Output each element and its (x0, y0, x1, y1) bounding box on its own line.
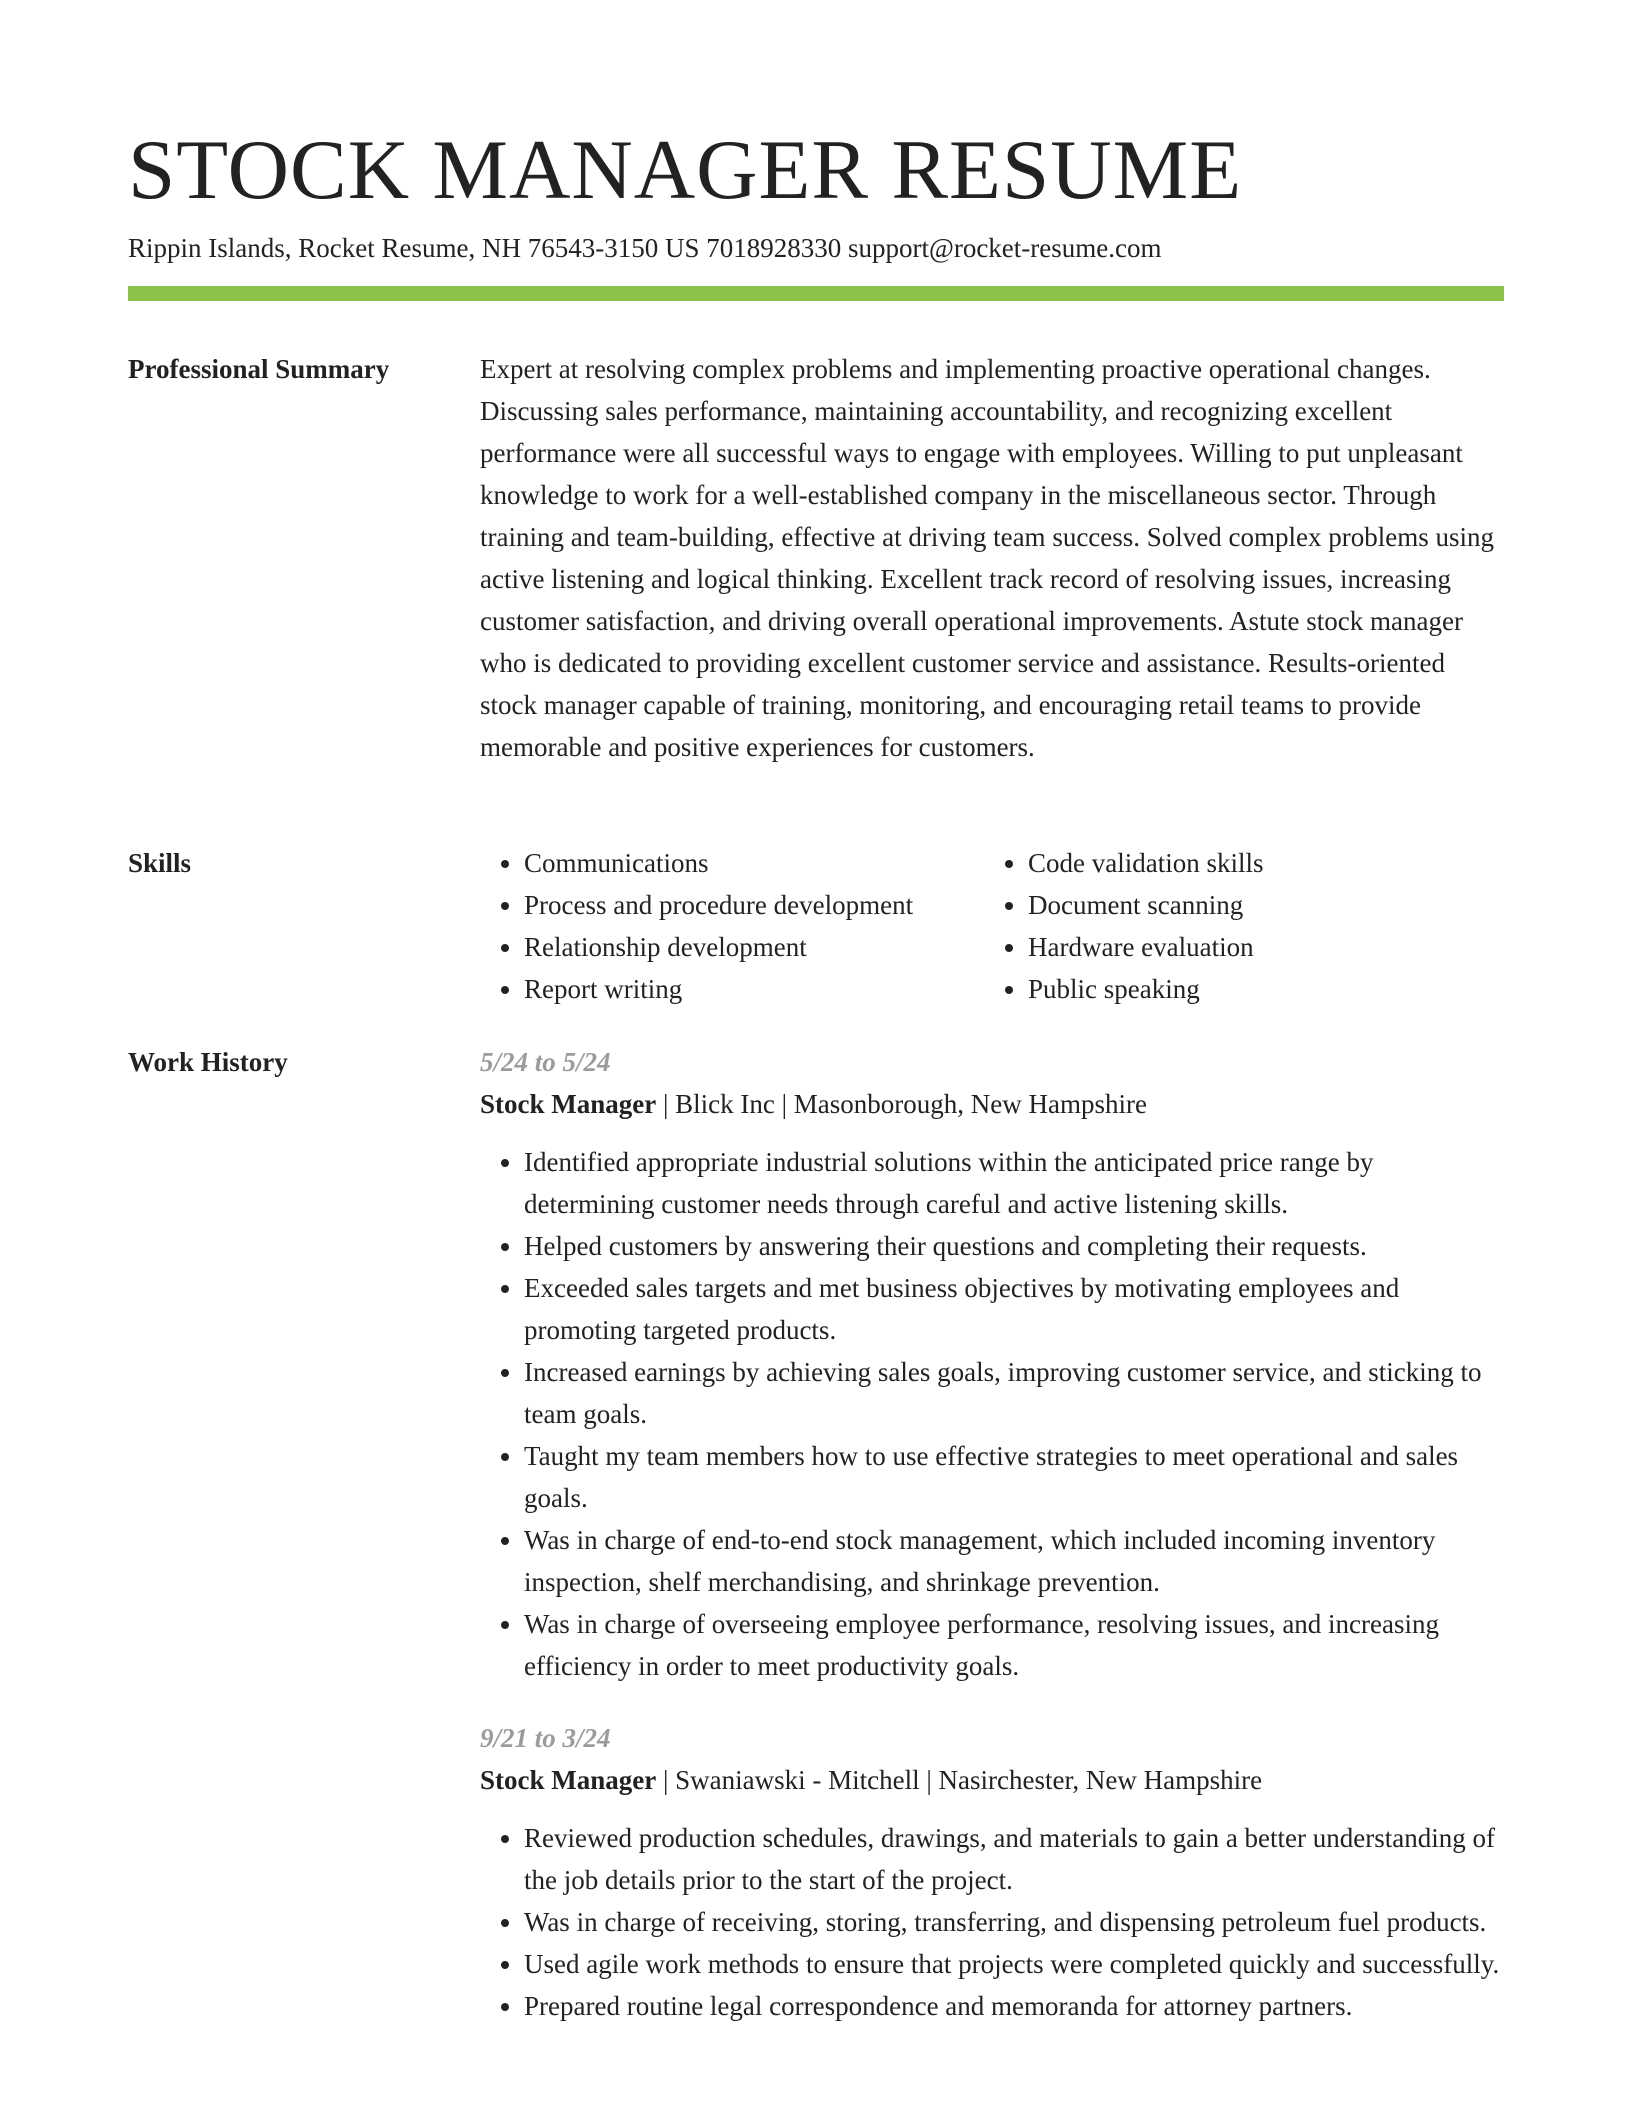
skills-section (480, 842, 1504, 1010)
summary-label: Professional Summary (128, 354, 390, 384)
work-history-label: Work History (128, 1047, 288, 1077)
summary-text: Expert at resolving complex problems and implementing proactive operational changes. Discussing sales performance, maintaining accountability, and recognizing excellent performance were all successful ways to engage with employees. Willing to put unpleasant knowledge to work for a well-established company in the miscellaneous sector. Through training and team-building, effective at driving team success. Solved complex problems using active listening and logical thinking. Excellent track record of resolving issues, increasing customer satisfaction, and driving overall operational improvements. Astute stock manager who is dedicated to providing excellent customer service and assistance. Results-oriented stock manager capable of training, monitoring, and encouraging retail teams to provide memorable and positive experiences for customers. (480, 354, 1495, 762)
skill-item: • Process and procedure development (524, 884, 984, 926)
header-divider (128, 286, 1504, 301)
skill-item: • Code validation skills (1028, 842, 1488, 884)
job-bullet: • Was in charge of receiving, storing, transferring, and dispensing petroleum fuel products. (524, 1901, 1504, 1943)
job-bullet: • Increased earnings by achieving sales goals, improving customer service, and sticking to team goals. (524, 1351, 1504, 1435)
job-bullet: • Taught my team members how to use effective strategies to meet operational and sales goals. (524, 1435, 1504, 1519)
skill-item: • Communications (524, 842, 984, 884)
job-heading (480, 1759, 1504, 1801)
work-history-section (480, 1041, 1504, 2057)
job-bullet: • Helped customers by answering their questions and completing their requests. (524, 1225, 1504, 1267)
job-title: Stock Manager (480, 1765, 657, 1795)
resume-title: STOCK MANAGER RESUME (128, 123, 1243, 217)
job-bullet: • Was in charge of overseeing employee performance, resolving issues, and increasing efficiency in order to meet productivity goals. (524, 1603, 1504, 1687)
contact-line: Rippin Islands, Rocket Resume, NH 76543-3150 US 7018928330 support@rocket-resume.com (128, 233, 1162, 263)
job-title: Stock Manager (480, 1089, 657, 1119)
job-employer-location: | Blick Inc | Masonborough, New Hampshire (656, 1089, 1147, 1119)
skill-item: • Relationship development (524, 926, 984, 968)
job-dates: 9/21 to 3/24 (480, 1723, 611, 1753)
job-employer-location: | Swaniawski - Mitchell | Nasirchester, New Hampshire (656, 1765, 1263, 1795)
skills-list-left (480, 842, 984, 1010)
job-bullet: • Identified appropriate industrial solutions within the anticipated price range by determining customer needs through careful and active listening skills. (524, 1141, 1504, 1225)
skill-item: • Report writing (524, 968, 984, 1010)
job-bullets (480, 1141, 1504, 1687)
skill-item: • Hardware evaluation (1028, 926, 1488, 968)
job-dates: 5/24 to 5/24 (480, 1047, 611, 1077)
job-heading (480, 1083, 1504, 1125)
skills-label: Skills (128, 848, 192, 878)
job-bullet: • Used agile work methods to ensure that projects were completed quickly and successfully. (524, 1943, 1504, 1985)
job-bullet: • Was in charge of end-to-end stock management, which included incoming inventory inspection, shelf merchandising, and shrinkage prevention. (524, 1519, 1504, 1603)
job-bullet: • Prepared routine legal correspondence and memoranda for attorney partners. (524, 1985, 1504, 2027)
skill-item: • Public speaking (1028, 968, 1488, 1010)
job-bullet: • Exceeded sales targets and met business objectives by motivating employees and promoting targeted products. (524, 1267, 1504, 1351)
job-entry (480, 1041, 1504, 1687)
skill-item: • Document scanning (1028, 884, 1488, 926)
job-bullets (480, 1817, 1504, 2027)
skills-list-right (984, 842, 1488, 1010)
job-bullet: • Reviewed production schedules, drawings, and materials to gain a better understanding of the job details prior to the start of the project. (524, 1817, 1504, 1901)
summary-section (480, 348, 1504, 768)
job-entry (480, 1717, 1504, 2027)
